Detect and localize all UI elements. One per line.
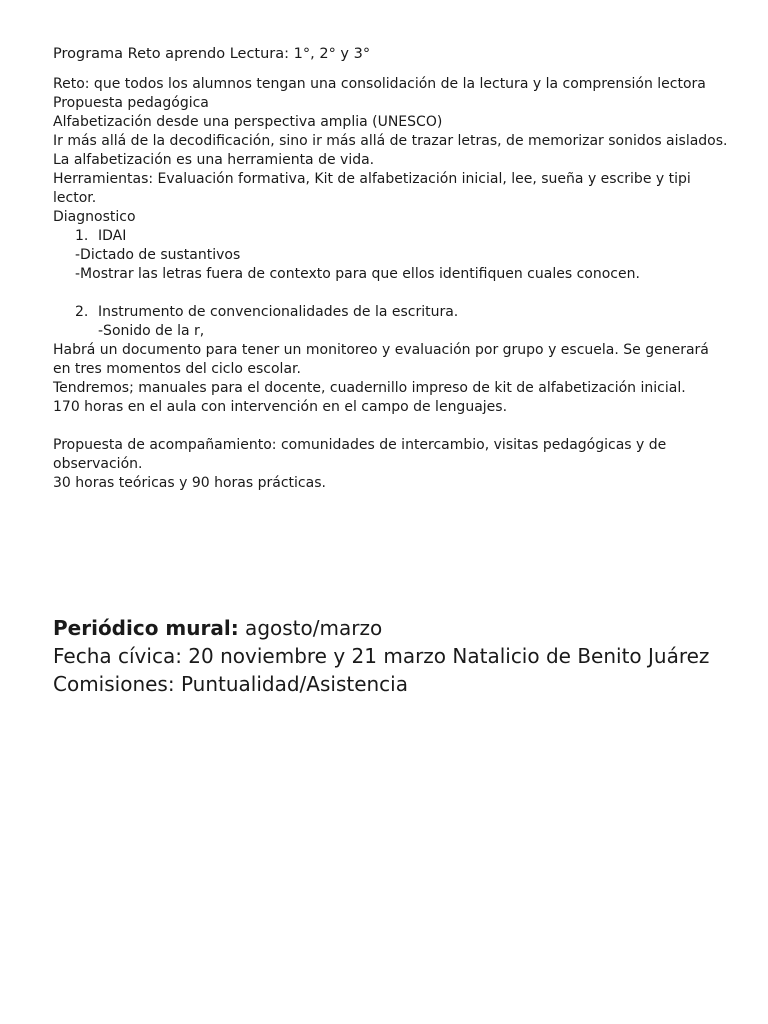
propuesta-pedagogica-line: Propuesta pedagógica	[53, 95, 209, 111]
acompanamiento-line: Propuesta de acompañamiento: comunidades de intercambio, visitas pedagógicas y de	[53, 437, 667, 453]
comisiones-line: Comisiones: Puntualidad/Asistencia	[53, 672, 408, 696]
list-item-text: Instrumento de convencionalidades de la escritura.	[98, 304, 459, 320]
herramienta-vida-line: La alfabetización es una herramienta de vida.	[53, 152, 375, 168]
herramientas-line: Herramientas: Evaluación formativa, Kit de alfabetización inicial, lee, sueña y escribe y tipi	[53, 171, 691, 187]
periodico-mural-line	[53, 614, 733, 642]
list-subitem: -Sonido de la r,	[98, 323, 205, 339]
spacer	[53, 284, 733, 303]
footer-section	[53, 614, 733, 698]
reto-line: Reto: que todos los alumnos tengan una consolidación de la lectura y la comprensión lectora	[53, 76, 706, 92]
document-body	[53, 75, 733, 493]
periodico-mural-value: agosto/marzo	[238, 616, 383, 640]
habra-line-cont: en tres momentos del ciclo escolar.	[53, 361, 301, 377]
habra-line: Habrá un documento para tener un monitoreo y evaluación por grupo y escuela. Se generará	[53, 342, 709, 358]
document-title: Programa Reto aprendo Lectura: 1°, 2° y 3°	[53, 46, 371, 62]
list-subitem: -Mostrar las letras fuera de contexto para que ellos identifiquen cuales conocen.	[75, 266, 640, 282]
diagnostico-heading: Diagnostico	[53, 209, 136, 225]
acompanamiento-line-cont: observación.	[53, 456, 143, 472]
list-item-2	[53, 303, 733, 322]
fecha-civica-line: Fecha cívica: 20 noviembre y 21 marzo Natalicio de Benito Juárez	[53, 644, 710, 668]
horas-teoricas-line: 30 horas teóricas y 90 horas prácticas.	[53, 475, 326, 491]
herramientas-line-cont: lector.	[53, 190, 97, 206]
horas-aula-line: 170 horas en el aula con intervención en el campo de lenguajes.	[53, 399, 508, 415]
spacer	[53, 417, 733, 436]
list-number: 2.	[75, 304, 89, 320]
tendremos-line: Tendremos; manuales para el docente, cuadernillo impreso de kit de alfabetización inicial.	[53, 380, 686, 396]
list-number: 1.	[75, 228, 89, 244]
periodico-mural-label: Periódico mural:	[53, 616, 239, 640]
list-item-1	[53, 227, 733, 246]
alfabetizacion-line: Alfabetización desde una perspectiva amplia (UNESCO)	[53, 114, 443, 130]
list-item-text: IDAI	[98, 228, 127, 244]
list-subitem: -Dictado de sustantivos	[75, 247, 241, 263]
ir-mas-alla-line: Ir más allá de la decodificación, sino ir más allá de trazar letras, de memorizar sonidos aislados.	[53, 133, 728, 149]
